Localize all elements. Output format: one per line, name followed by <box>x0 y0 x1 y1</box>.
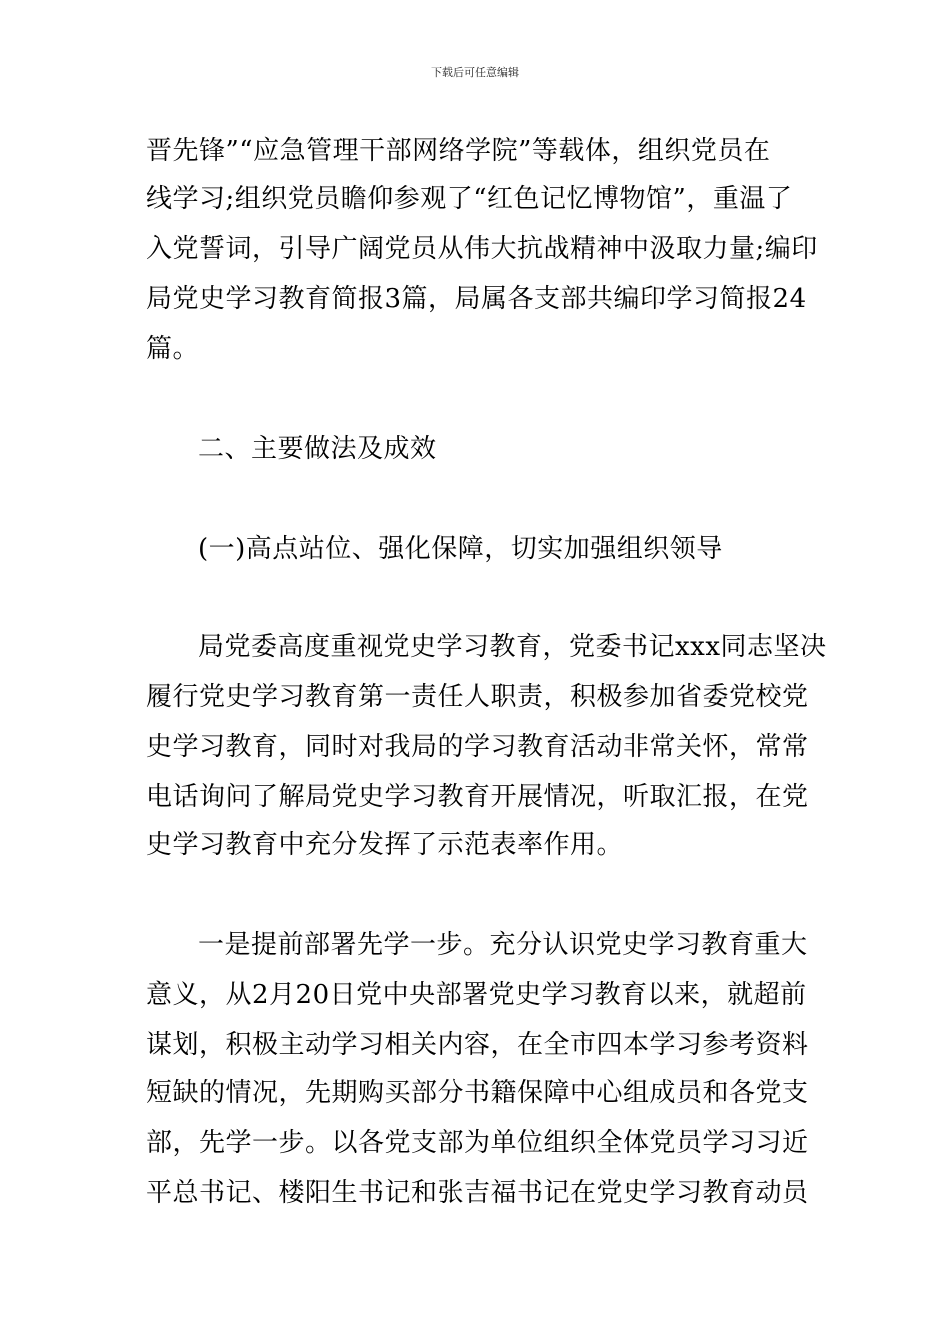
paragraph-line: 史学习教育中充分发挥了示范表率作用。 <box>146 830 624 860</box>
subsection-heading: (一)高点站位、强化保障，切实加强组织领导 <box>198 534 723 564</box>
paragraph-line: 一是提前部署先学一步。充分认识党史学习教育重大 <box>198 930 808 960</box>
header-note: 下载后可任意编辑 <box>431 66 519 79</box>
paragraph-line: 谋划，积极主动学习相关内容，在全市四本学习参考资料 <box>146 1030 809 1060</box>
paragraph-line: 履行党史学习教育第一责任人职责，积极参加省委党校党 <box>146 682 809 712</box>
paragraph-line: 电话询问了解局党史学习教育开展情况，听取汇报，在党 <box>146 782 809 812</box>
paragraph-line: 篇。 <box>146 334 200 364</box>
paragraph-line: 史学习教育，同时对我局的学习教育活动非常关怀，常常 <box>146 732 809 762</box>
paragraph-line: 晋先锋”“应急管理干部网络学院”等载体，组织党员在 <box>146 136 771 166</box>
paragraph-line: 局党委高度重视党史学习教育，党委书记xxx同志坚决 <box>198 632 827 662</box>
paragraph-line: 短缺的情况，先期购买部分书籍保障中心组成员和各党支 <box>146 1078 809 1108</box>
section-heading: 二、主要做法及成效 <box>198 434 437 464</box>
paragraph-line: 部，先学一步。以各党支部为单位组织全体党员学习习近 <box>146 1128 809 1158</box>
paragraph-line: 入党誓词，引导广阔党员从伟大抗战精神中汲取力量;编印 <box>146 234 818 264</box>
paragraph-line: 局党史学习教育简报3篇，局属各支部共编印学习简报24 <box>146 284 807 314</box>
paragraph-line: 意义，从2月20日党中央部署党史学习教育以来，就超前 <box>146 980 807 1010</box>
paragraph-line: 平总书记、楼阳生书记和张吉福书记在党史学习教育动员 <box>146 1178 809 1208</box>
paragraph-line: 线学习;组织党员瞻仰参观了“红色记忆博物馆”，重温了 <box>146 184 793 214</box>
